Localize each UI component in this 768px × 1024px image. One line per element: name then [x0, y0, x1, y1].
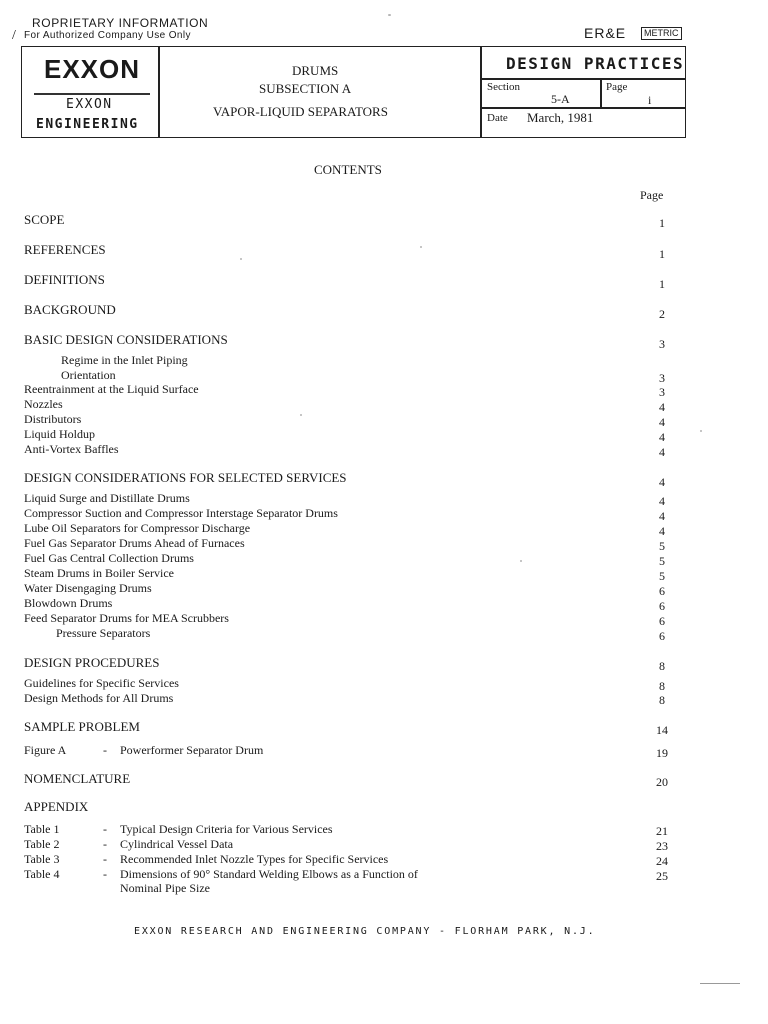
toc-subentry: Regime in the Inlet Piping: [61, 353, 188, 367]
toc-subentry: Fuel Gas Separator Drums Ahead of Furnaces: [24, 536, 245, 550]
table-dash: -: [103, 837, 107, 851]
toc-subentry: Liquid Surge and Distillate Drums: [24, 491, 190, 505]
company-footer: EXXON RESEARCH AND ENGINEERING COMPANY - FLORHAM PARK, N.J.: [134, 926, 596, 937]
toc-page: 4: [659, 509, 665, 523]
toc-page: 20: [656, 775, 668, 789]
toc-entry-selected-services: DESIGN CONSIDERATIONS FOR SELECTED SERVICES: [24, 470, 347, 485]
toc-page: 14: [656, 723, 668, 737]
toc-entry-references: REFERENCES: [24, 242, 106, 257]
toc-page: 3: [659, 385, 665, 399]
scan-speck: [520, 560, 522, 562]
toc-page: 6: [659, 584, 665, 598]
toc-page: 6: [659, 599, 665, 613]
toc-subentry: Feed Separator Drums for MEA Scrubbers: [24, 611, 229, 625]
toc-subentry: Anti-Vortex Baffles: [24, 442, 119, 456]
toc-page: 25: [656, 869, 668, 883]
date-label: Date: [487, 112, 508, 124]
toc-subentry: Distributors: [24, 412, 82, 426]
toc-subentry: Nozzles: [24, 397, 63, 411]
table-dash: -: [103, 852, 107, 866]
header-divider: [480, 46, 482, 138]
company-name-line2: ENGINEERING: [36, 117, 139, 132]
toc-subentry: Blowdown Drums: [24, 596, 113, 610]
toc-page: 6: [659, 629, 665, 643]
toc-page: 1: [659, 277, 665, 291]
table-label: Table 3: [24, 852, 60, 866]
contents-heading: CONTENTS: [314, 162, 382, 177]
scan-speck: [700, 430, 702, 432]
page-label: Page: [606, 81, 628, 93]
toc-subentry: Lube Oil Separators for Compressor Discharge: [24, 521, 251, 535]
table-description: Typical Design Criteria for Various Services: [120, 822, 333, 836]
toc-page: 8: [659, 693, 665, 707]
toc-page: 8: [659, 679, 665, 693]
header-divider: [158, 46, 160, 138]
table-label: Table 1: [24, 822, 60, 836]
margin-slash: /: [12, 28, 16, 43]
figure-label: Figure A: [24, 743, 67, 757]
metric-badge: METRIC: [641, 27, 682, 40]
figure-description: Powerformer Separator Drum: [120, 743, 264, 757]
toc-entry-basic-design: BASIC DESIGN CONSIDERATIONS: [24, 332, 228, 347]
toc-page: 4: [659, 494, 665, 508]
page-value: i: [648, 93, 652, 107]
table-dash: -: [103, 867, 107, 881]
section-label: Section: [487, 81, 520, 93]
toc-page: 4: [659, 400, 665, 414]
toc-entry-design-procedures: DESIGN PROCEDURES: [24, 655, 160, 670]
figure-dash: -: [103, 743, 107, 757]
toc-entry-appendix: APPENDIX: [24, 799, 89, 814]
scan-speck: [420, 246, 422, 248]
erae-label: ER&E: [584, 25, 627, 41]
toc-subentry: Water Disengaging Drums: [24, 581, 152, 595]
toc-subentry: Steam Drums in Boiler Service: [24, 566, 174, 580]
table-description: Dimensions of 90° Standard Welding Elbows as a Function of: [120, 867, 418, 881]
toc-subentry: Reentrainment at the Liquid Surface: [24, 382, 199, 396]
document-subsection: SUBSECTION A: [259, 81, 352, 96]
toc-page: 4: [659, 430, 665, 444]
toc-page: 5: [659, 539, 665, 553]
toc-subentry: Design Methods for All Drums: [24, 691, 174, 705]
toc-subentry: Compressor Suction and Compressor Interstage Separator Drums: [24, 506, 338, 520]
toc-page: 24: [656, 854, 668, 868]
scan-speck: [388, 14, 391, 16]
section-value: 5-A: [551, 92, 570, 106]
toc-entry-sample-problem: SAMPLE PROBLEM: [24, 719, 140, 734]
authorized-use-notice: For Authorized Company Use Only: [24, 30, 191, 41]
toc-entry-definitions: DEFINITIONS: [24, 272, 105, 287]
document-category: DRUMS: [292, 63, 339, 78]
scan-mark: [700, 983, 740, 984]
toc-page: 3: [659, 337, 665, 351]
toc-page: 3: [659, 371, 665, 385]
company-name-line1: EXXON: [66, 97, 113, 112]
toc-page: 19: [656, 746, 668, 760]
toc-page: 4: [659, 445, 665, 459]
design-practices-heading: DESIGN PRACTICES: [506, 54, 685, 73]
toc-entry-nomenclature: NOMENCLATURE: [24, 771, 131, 786]
toc-page: 5: [659, 569, 665, 583]
toc-page: 4: [659, 415, 665, 429]
table-dash: -: [103, 822, 107, 836]
header-divider: [480, 107, 686, 109]
toc-page: 8: [659, 659, 665, 673]
scan-speck: [240, 258, 242, 260]
page-column-header: Page: [640, 188, 664, 202]
toc-page: 23: [656, 839, 668, 853]
table-description-continued: Nominal Pipe Size: [120, 881, 210, 895]
toc-page: 6: [659, 614, 665, 628]
toc-subentry: Pressure Separators: [56, 626, 151, 640]
header-divider: [480, 78, 686, 80]
table-label: Table 4: [24, 867, 60, 881]
table-description: Recommended Inlet Nozzle Types for Specific Services: [120, 852, 389, 866]
toc-page: 1: [659, 247, 665, 261]
date-value: March, 1981: [527, 110, 594, 125]
toc-page: 5: [659, 554, 665, 568]
toc-page: 4: [659, 475, 665, 489]
toc-subentry: Liquid Holdup: [24, 427, 95, 441]
table-label: Table 2: [24, 837, 60, 851]
toc-subentry: Guidelines for Specific Services: [24, 676, 179, 690]
toc-page: 2: [659, 307, 665, 321]
toc-subentry: Fuel Gas Central Collection Drums: [24, 551, 194, 565]
header-divider: [600, 78, 602, 107]
toc-subentry: Orientation: [61, 368, 116, 382]
document-title: VAPOR-LIQUID SEPARATORS: [213, 104, 388, 119]
toc-entry-scope: SCOPE: [24, 212, 65, 227]
toc-page: 4: [659, 524, 665, 538]
logo-rule: [34, 93, 150, 95]
toc-page: 21: [656, 824, 668, 838]
toc-entry-background: BACKGROUND: [24, 302, 116, 317]
table-description: Cylindrical Vessel Data: [120, 837, 234, 851]
toc-page: 1: [659, 216, 665, 230]
proprietary-notice: ROPRIETARY INFORMATION: [32, 16, 209, 30]
scan-speck: [300, 414, 302, 416]
exxon-logo: EXXON: [44, 54, 141, 84]
